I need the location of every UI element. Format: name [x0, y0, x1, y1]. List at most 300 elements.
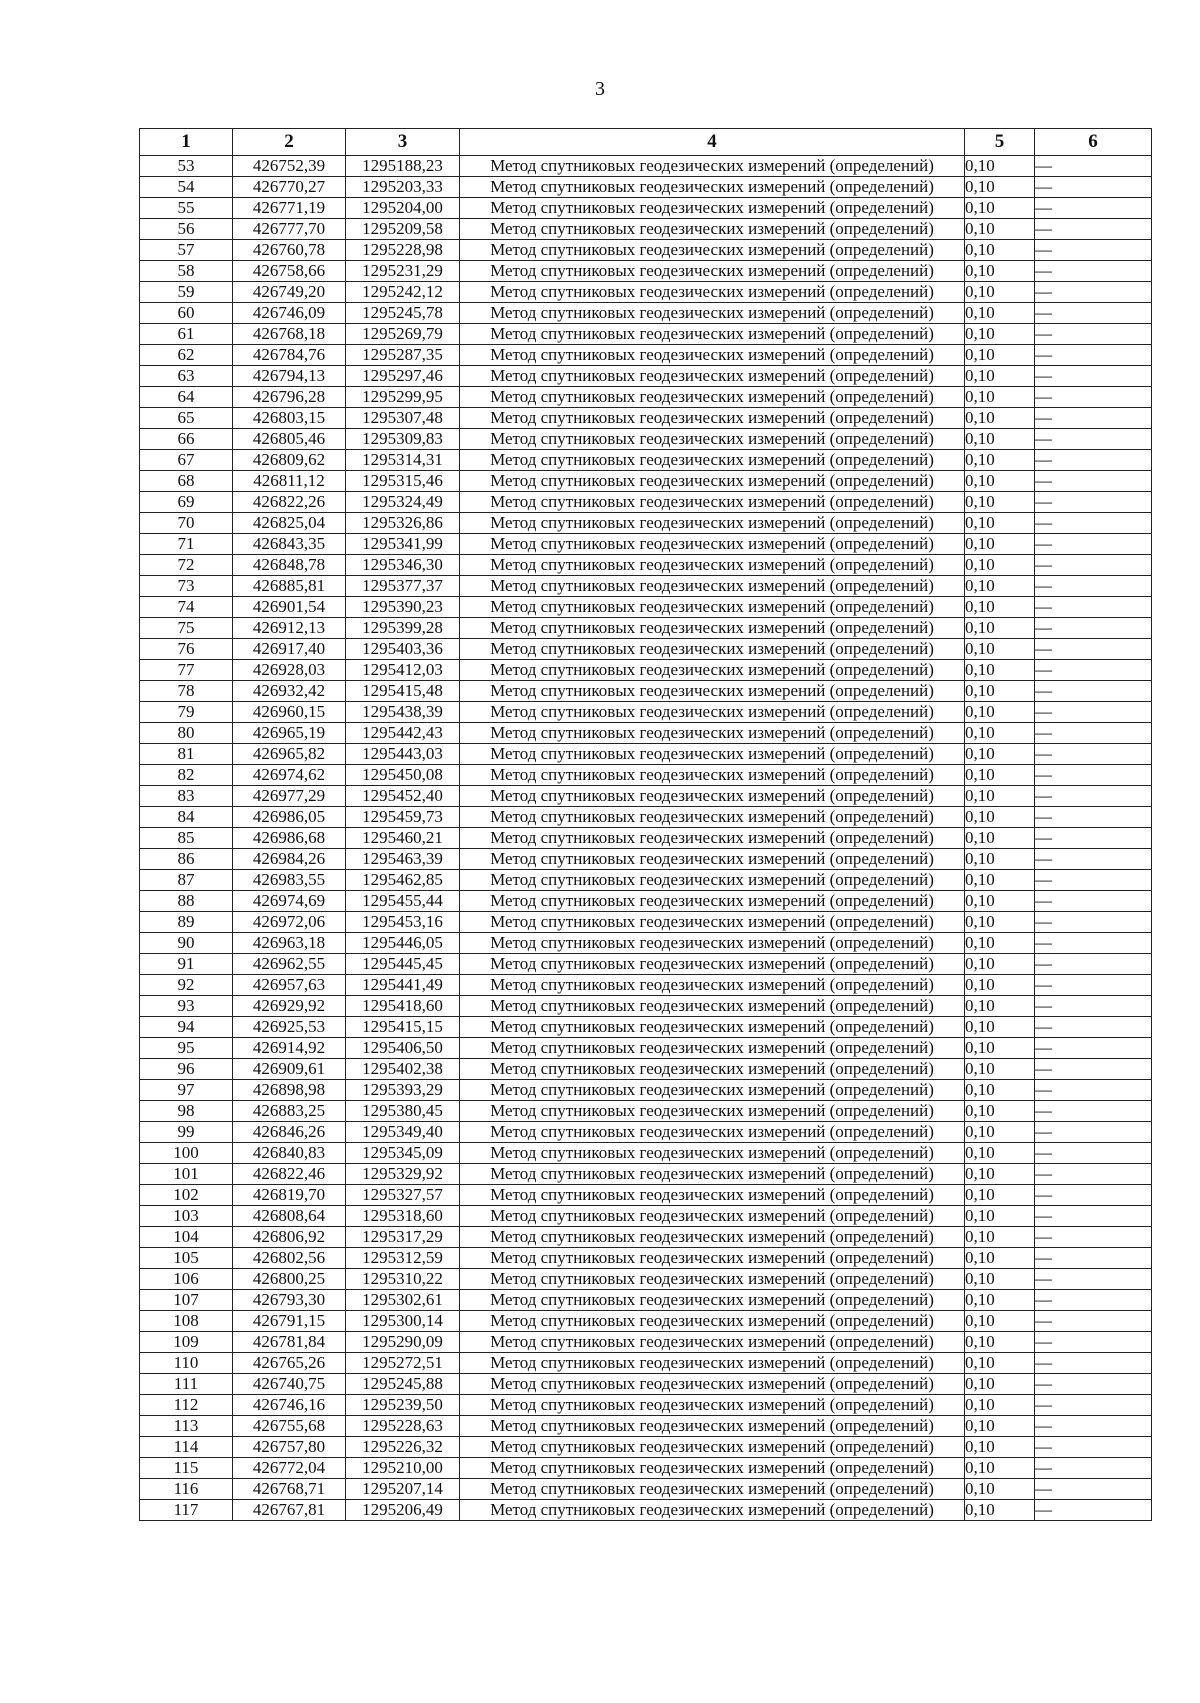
method-cell: Метод спутниковых геодезических измерений (определений): [460, 1395, 965, 1416]
accuracy-cell: 0,10: [965, 1164, 1035, 1185]
point-number-cell: 106: [140, 1269, 233, 1290]
table-row: [140, 261, 1152, 282]
table-row: [140, 1143, 1152, 1164]
accuracy-cell: 0,10: [965, 534, 1035, 555]
method-cell: Метод спутниковых геодезических измерений (определений): [460, 1122, 965, 1143]
table-row: [140, 219, 1152, 240]
note-cell: —: [1035, 912, 1152, 933]
note-cell: —: [1035, 681, 1152, 702]
method-cell: Метод спутниковых геодезических измерений (определений): [460, 555, 965, 576]
x-coordinate-cell: 426803,15: [233, 408, 346, 429]
y-coordinate-cell: 1295203,33: [346, 177, 460, 198]
y-coordinate-cell: 1295450,08: [346, 765, 460, 786]
note-cell: —: [1035, 828, 1152, 849]
table-row: [140, 387, 1152, 408]
note-cell: —: [1035, 1269, 1152, 1290]
y-coordinate-cell: 1295377,37: [346, 576, 460, 597]
y-coordinate-cell: 1295269,79: [346, 324, 460, 345]
accuracy-cell: 0,10: [965, 387, 1035, 408]
table-row: [140, 1332, 1152, 1353]
accuracy-cell: 0,10: [965, 261, 1035, 282]
point-number-cell: 104: [140, 1227, 233, 1248]
note-cell: —: [1035, 1206, 1152, 1227]
y-coordinate-cell: 1295443,03: [346, 744, 460, 765]
method-cell: Метод спутниковых геодезических измерений (определений): [460, 744, 965, 765]
method-cell: Метод спутниковых геодезических измерений (определений): [460, 492, 965, 513]
y-coordinate-cell: 1295346,30: [346, 555, 460, 576]
point-number-cell: 56: [140, 219, 233, 240]
method-cell: Метод спутниковых геодезических измерений (определений): [460, 1059, 965, 1080]
method-cell: Метод спутниковых геодезических измерений (определений): [460, 240, 965, 261]
x-coordinate-cell: 426840,83: [233, 1143, 346, 1164]
x-coordinate-cell: 426977,29: [233, 786, 346, 807]
x-coordinate-cell: 426805,46: [233, 429, 346, 450]
accuracy-cell: 0,10: [965, 828, 1035, 849]
note-cell: —: [1035, 1353, 1152, 1374]
y-coordinate-cell: 1295310,22: [346, 1269, 460, 1290]
x-coordinate-cell: 426972,06: [233, 912, 346, 933]
table-row: [140, 177, 1152, 198]
method-cell: Метод спутниковых геодезических измерений (определений): [460, 1353, 965, 1374]
x-coordinate-cell: 426772,04: [233, 1458, 346, 1479]
accuracy-cell: 0,10: [965, 912, 1035, 933]
x-coordinate-cell: 426757,80: [233, 1437, 346, 1458]
note-cell: —: [1035, 1059, 1152, 1080]
method-cell: Метод спутниковых геодезических измерений (определений): [460, 681, 965, 702]
note-cell: —: [1035, 1101, 1152, 1122]
accuracy-cell: 0,10: [965, 1269, 1035, 1290]
method-cell: Метод спутниковых геодезических измерений (определений): [460, 1185, 965, 1206]
x-coordinate-cell: 426822,46: [233, 1164, 346, 1185]
table-row: [140, 660, 1152, 681]
y-coordinate-cell: 1295299,95: [346, 387, 460, 408]
accuracy-cell: 0,10: [965, 996, 1035, 1017]
y-coordinate-cell: 1295418,60: [346, 996, 460, 1017]
x-coordinate-cell: 426848,78: [233, 555, 346, 576]
coordinates-table: [139, 128, 1152, 1521]
table-row: [140, 1101, 1152, 1122]
x-coordinate-cell: 426957,63: [233, 975, 346, 996]
y-coordinate-cell: 1295453,16: [346, 912, 460, 933]
y-coordinate-cell: 1295324,49: [346, 492, 460, 513]
accuracy-cell: 0,10: [965, 198, 1035, 219]
point-number-cell: 97: [140, 1080, 233, 1101]
method-cell: Метод спутниковых геодезических измерений (определений): [460, 1374, 965, 1395]
table-row: [140, 1164, 1152, 1185]
y-coordinate-cell: 1295239,50: [346, 1395, 460, 1416]
accuracy-cell: 0,10: [965, 1206, 1035, 1227]
point-number-cell: 58: [140, 261, 233, 282]
table-row: [140, 765, 1152, 786]
accuracy-cell: 0,10: [965, 870, 1035, 891]
y-coordinate-cell: 1295415,15: [346, 1017, 460, 1038]
accuracy-cell: 0,10: [965, 1458, 1035, 1479]
accuracy-cell: 0,10: [965, 1038, 1035, 1059]
table-row: [140, 639, 1152, 660]
method-cell: Метод спутниковых геодезических измерений (определений): [460, 1269, 965, 1290]
x-coordinate-cell: 426925,53: [233, 1017, 346, 1038]
table-row: [140, 450, 1152, 471]
method-cell: Метод спутниковых геодезических измерений (определений): [460, 1437, 965, 1458]
point-number-cell: 113: [140, 1416, 233, 1437]
table-row: [140, 1416, 1152, 1437]
table-row: [140, 1122, 1152, 1143]
y-coordinate-cell: 1295345,09: [346, 1143, 460, 1164]
note-cell: —: [1035, 1395, 1152, 1416]
x-coordinate-cell: 426983,55: [233, 870, 346, 891]
accuracy-cell: 0,10: [965, 1059, 1035, 1080]
note-cell: —: [1035, 1038, 1152, 1059]
x-coordinate-cell: 426885,81: [233, 576, 346, 597]
note-cell: —: [1035, 513, 1152, 534]
method-cell: Метод спутниковых геодезических измерений (определений): [460, 177, 965, 198]
x-coordinate-cell: 426986,68: [233, 828, 346, 849]
accuracy-cell: 0,10: [965, 975, 1035, 996]
header-cell: 4: [460, 129, 965, 156]
method-cell: Метод спутниковых геодезических измерений (определений): [460, 1038, 965, 1059]
y-coordinate-cell: 1295415,48: [346, 681, 460, 702]
table-row: [140, 1269, 1152, 1290]
y-coordinate-cell: 1295210,00: [346, 1458, 460, 1479]
y-coordinate-cell: 1295228,98: [346, 240, 460, 261]
note-cell: —: [1035, 177, 1152, 198]
point-number-cell: 79: [140, 702, 233, 723]
accuracy-cell: 0,10: [965, 1017, 1035, 1038]
note-cell: —: [1035, 429, 1152, 450]
point-number-cell: 92: [140, 975, 233, 996]
method-cell: Метод спутниковых геодезических измерений (определений): [460, 324, 965, 345]
note-cell: —: [1035, 975, 1152, 996]
y-coordinate-cell: 1295403,36: [346, 639, 460, 660]
x-coordinate-cell: 426909,61: [233, 1059, 346, 1080]
method-cell: Метод спутниковых геодезических измерений (определений): [460, 597, 965, 618]
x-coordinate-cell: 426825,04: [233, 513, 346, 534]
point-number-cell: 61: [140, 324, 233, 345]
y-coordinate-cell: 1295297,46: [346, 366, 460, 387]
method-cell: Метод спутниковых геодезических измерений (определений): [460, 1332, 965, 1353]
note-cell: —: [1035, 261, 1152, 282]
method-cell: Метод спутниковых геодезических измерений (определений): [460, 828, 965, 849]
note-cell: —: [1035, 1248, 1152, 1269]
note-cell: —: [1035, 1185, 1152, 1206]
y-coordinate-cell: 1295390,23: [346, 597, 460, 618]
table-row: [140, 1437, 1152, 1458]
table-row: [140, 366, 1152, 387]
accuracy-cell: 0,10: [965, 1500, 1035, 1521]
y-coordinate-cell: 1295206,49: [346, 1500, 460, 1521]
x-coordinate-cell: 426811,12: [233, 471, 346, 492]
y-coordinate-cell: 1295412,03: [346, 660, 460, 681]
y-coordinate-cell: 1295327,57: [346, 1185, 460, 1206]
note-cell: —: [1035, 597, 1152, 618]
accuracy-cell: 0,10: [965, 1311, 1035, 1332]
x-coordinate-cell: 426794,13: [233, 366, 346, 387]
y-coordinate-cell: 1295290,09: [346, 1332, 460, 1353]
table-row: [140, 1479, 1152, 1500]
method-cell: Метод спутниковых геодезических измерений (определений): [460, 723, 965, 744]
table-row: [140, 597, 1152, 618]
method-cell: Метод спутниковых геодезических измерений (определений): [460, 1248, 965, 1269]
note-cell: —: [1035, 1416, 1152, 1437]
method-cell: Метод спутниковых геодезических измерений (определений): [460, 429, 965, 450]
note-cell: —: [1035, 1437, 1152, 1458]
table-row: [140, 555, 1152, 576]
x-coordinate-cell: 426963,18: [233, 933, 346, 954]
point-number-cell: 68: [140, 471, 233, 492]
method-cell: Метод спутниковых геодезических измерений (определений): [460, 450, 965, 471]
x-coordinate-cell: 426771,19: [233, 198, 346, 219]
x-coordinate-cell: 426777,70: [233, 219, 346, 240]
table-row: [140, 429, 1152, 450]
point-number-cell: 65: [140, 408, 233, 429]
header-cell: 1: [140, 129, 233, 156]
method-cell: Метод спутниковых геодезических измерений (определений): [460, 303, 965, 324]
table-row: [140, 1458, 1152, 1479]
y-coordinate-cell: 1295326,86: [346, 513, 460, 534]
table-row: [140, 954, 1152, 975]
accuracy-cell: 0,10: [965, 1227, 1035, 1248]
x-coordinate-cell: 426822,26: [233, 492, 346, 513]
table-row: [140, 870, 1152, 891]
x-coordinate-cell: 426974,62: [233, 765, 346, 786]
accuracy-cell: 0,10: [965, 177, 1035, 198]
note-cell: —: [1035, 450, 1152, 471]
note-cell: —: [1035, 723, 1152, 744]
x-coordinate-cell: 426752,39: [233, 156, 346, 177]
note-cell: —: [1035, 933, 1152, 954]
y-coordinate-cell: 1295441,49: [346, 975, 460, 996]
point-number-cell: 85: [140, 828, 233, 849]
method-cell: Метод спутниковых геодезических измерений (определений): [460, 996, 965, 1017]
accuracy-cell: 0,10: [965, 1290, 1035, 1311]
method-cell: Метод спутниковых геодезических измерений (определений): [460, 1143, 965, 1164]
table-row: [140, 534, 1152, 555]
accuracy-cell: 0,10: [965, 471, 1035, 492]
method-cell: Метод спутниковых геодезических измерений (определений): [460, 975, 965, 996]
x-coordinate-cell: 426768,18: [233, 324, 346, 345]
point-number-cell: 69: [140, 492, 233, 513]
method-cell: Метод спутниковых геодезических измерений (определений): [460, 1479, 965, 1500]
point-number-cell: 111: [140, 1374, 233, 1395]
note-cell: —: [1035, 387, 1152, 408]
note-cell: —: [1035, 1458, 1152, 1479]
point-number-cell: 73: [140, 576, 233, 597]
y-coordinate-cell: 1295307,48: [346, 408, 460, 429]
point-number-cell: 93: [140, 996, 233, 1017]
note-cell: —: [1035, 471, 1152, 492]
accuracy-cell: 0,10: [965, 744, 1035, 765]
table-row: [140, 1017, 1152, 1038]
point-number-cell: 63: [140, 366, 233, 387]
table-row: [140, 471, 1152, 492]
note-cell: —: [1035, 1143, 1152, 1164]
point-number-cell: 83: [140, 786, 233, 807]
accuracy-cell: 0,10: [965, 1101, 1035, 1122]
method-cell: Метод спутниковых геодезических измерений (определений): [460, 1164, 965, 1185]
y-coordinate-cell: 1295442,43: [346, 723, 460, 744]
y-coordinate-cell: 1295188,23: [346, 156, 460, 177]
table-row: [140, 849, 1152, 870]
x-coordinate-cell: 426808,64: [233, 1206, 346, 1227]
method-cell: Метод спутниковых геодезических измерений (определений): [460, 387, 965, 408]
accuracy-cell: 0,10: [965, 324, 1035, 345]
accuracy-cell: 0,10: [965, 492, 1035, 513]
point-number-cell: 67: [140, 450, 233, 471]
table-row: [140, 912, 1152, 933]
table-row: [140, 1311, 1152, 1332]
x-coordinate-cell: 426965,82: [233, 744, 346, 765]
x-coordinate-cell: 426768,71: [233, 1479, 346, 1500]
method-cell: Метод спутниковых геодезических измерений (определений): [460, 849, 965, 870]
method-cell: Метод спутниковых геодезических измерений (определений): [460, 1227, 965, 1248]
x-coordinate-cell: 426912,13: [233, 618, 346, 639]
point-number-cell: 108: [140, 1311, 233, 1332]
method-cell: Метод спутниковых геодезических измерений (определений): [460, 1206, 965, 1227]
x-coordinate-cell: 426883,25: [233, 1101, 346, 1122]
note-cell: —: [1035, 1332, 1152, 1353]
method-cell: Метод спутниковых геодезических измерений (определений): [460, 1500, 965, 1521]
method-cell: Метод спутниковых геодезических измерений (определений): [460, 156, 965, 177]
accuracy-cell: 0,10: [965, 1416, 1035, 1437]
y-coordinate-cell: 1295287,35: [346, 345, 460, 366]
y-coordinate-cell: 1295318,60: [346, 1206, 460, 1227]
table-row: [140, 996, 1152, 1017]
table-row: [140, 345, 1152, 366]
method-cell: Метод спутниковых геодезических измерений (определений): [460, 282, 965, 303]
table-row: [140, 513, 1152, 534]
note-cell: —: [1035, 1290, 1152, 1311]
method-cell: Метод спутниковых геодезических измерений (определений): [460, 1458, 965, 1479]
note-cell: —: [1035, 765, 1152, 786]
table-row: [140, 1185, 1152, 1206]
x-coordinate-cell: 426914,92: [233, 1038, 346, 1059]
accuracy-cell: 0,10: [965, 1395, 1035, 1416]
point-number-cell: 88: [140, 891, 233, 912]
table-row: [140, 933, 1152, 954]
point-number-cell: 77: [140, 660, 233, 681]
method-cell: Метод спутниковых геодезических измерений (определений): [460, 639, 965, 660]
point-number-cell: 99: [140, 1122, 233, 1143]
accuracy-cell: 0,10: [965, 450, 1035, 471]
point-number-cell: 74: [140, 597, 233, 618]
method-cell: Метод спутниковых геодезических измерений (определений): [460, 870, 965, 891]
accuracy-cell: 0,10: [965, 303, 1035, 324]
y-coordinate-cell: 1295309,83: [346, 429, 460, 450]
x-coordinate-cell: 426960,15: [233, 702, 346, 723]
note-cell: —: [1035, 345, 1152, 366]
point-number-cell: 102: [140, 1185, 233, 1206]
method-cell: Метод спутниковых геодезических измерений (определений): [460, 954, 965, 975]
note-cell: —: [1035, 1500, 1152, 1521]
note-cell: —: [1035, 156, 1152, 177]
point-number-cell: 105: [140, 1248, 233, 1269]
table-row: [140, 1059, 1152, 1080]
x-coordinate-cell: 426800,25: [233, 1269, 346, 1290]
accuracy-cell: 0,10: [965, 786, 1035, 807]
table-row: [140, 1227, 1152, 1248]
accuracy-cell: 0,10: [965, 1080, 1035, 1101]
note-cell: —: [1035, 639, 1152, 660]
y-coordinate-cell: 1295349,40: [346, 1122, 460, 1143]
x-coordinate-cell: 426917,40: [233, 639, 346, 660]
y-coordinate-cell: 1295207,14: [346, 1479, 460, 1500]
x-coordinate-cell: 426755,68: [233, 1416, 346, 1437]
point-number-cell: 81: [140, 744, 233, 765]
x-coordinate-cell: 426784,76: [233, 345, 346, 366]
accuracy-cell: 0,10: [965, 1332, 1035, 1353]
x-coordinate-cell: 426901,54: [233, 597, 346, 618]
method-cell: Метод спутниковых геодезических измерений (определений): [460, 807, 965, 828]
method-cell: Метод спутниковых геодезических измерений (определений): [460, 1290, 965, 1311]
table-row: [140, 1353, 1152, 1374]
x-coordinate-cell: 426929,92: [233, 996, 346, 1017]
point-number-cell: 95: [140, 1038, 233, 1059]
note-cell: —: [1035, 198, 1152, 219]
table-row: [140, 1395, 1152, 1416]
y-coordinate-cell: 1295245,78: [346, 303, 460, 324]
y-coordinate-cell: 1295393,29: [346, 1080, 460, 1101]
y-coordinate-cell: 1295341,99: [346, 534, 460, 555]
table-row: [140, 1248, 1152, 1269]
note-cell: —: [1035, 660, 1152, 681]
accuracy-cell: 0,10: [965, 1185, 1035, 1206]
x-coordinate-cell: 426819,70: [233, 1185, 346, 1206]
note-cell: —: [1035, 702, 1152, 723]
y-coordinate-cell: 1295231,29: [346, 261, 460, 282]
x-coordinate-cell: 426974,69: [233, 891, 346, 912]
x-coordinate-cell: 426984,26: [233, 849, 346, 870]
table-row: [140, 681, 1152, 702]
table-row: [140, 975, 1152, 996]
y-coordinate-cell: 1295317,29: [346, 1227, 460, 1248]
note-cell: —: [1035, 744, 1152, 765]
accuracy-cell: 0,10: [965, 933, 1035, 954]
x-coordinate-cell: 426846,26: [233, 1122, 346, 1143]
y-coordinate-cell: 1295329,92: [346, 1164, 460, 1185]
method-cell: Метод спутниковых геодезических измерений (определений): [460, 660, 965, 681]
y-coordinate-cell: 1295402,38: [346, 1059, 460, 1080]
point-number-cell: 91: [140, 954, 233, 975]
y-coordinate-cell: 1295209,58: [346, 219, 460, 240]
x-coordinate-cell: 426770,27: [233, 177, 346, 198]
accuracy-cell: 0,10: [965, 240, 1035, 261]
point-number-cell: 78: [140, 681, 233, 702]
point-number-cell: 70: [140, 513, 233, 534]
y-coordinate-cell: 1295242,12: [346, 282, 460, 303]
table-row: [140, 1374, 1152, 1395]
note-cell: —: [1035, 1017, 1152, 1038]
method-cell: Метод спутниковых геодезических измерений (определений): [460, 345, 965, 366]
point-number-cell: 110: [140, 1353, 233, 1374]
y-coordinate-cell: 1295460,21: [346, 828, 460, 849]
x-coordinate-cell: 426781,84: [233, 1332, 346, 1353]
note-cell: —: [1035, 282, 1152, 303]
point-number-cell: 82: [140, 765, 233, 786]
note-cell: —: [1035, 1122, 1152, 1143]
accuracy-cell: 0,10: [965, 1143, 1035, 1164]
x-coordinate-cell: 426986,05: [233, 807, 346, 828]
x-coordinate-cell: 426765,26: [233, 1353, 346, 1374]
accuracy-cell: 0,10: [965, 618, 1035, 639]
accuracy-cell: 0,10: [965, 807, 1035, 828]
note-cell: —: [1035, 576, 1152, 597]
accuracy-cell: 0,10: [965, 345, 1035, 366]
y-coordinate-cell: 1295406,50: [346, 1038, 460, 1059]
x-coordinate-cell: 426746,09: [233, 303, 346, 324]
table-row: [140, 408, 1152, 429]
note-cell: —: [1035, 891, 1152, 912]
note-cell: —: [1035, 954, 1152, 975]
